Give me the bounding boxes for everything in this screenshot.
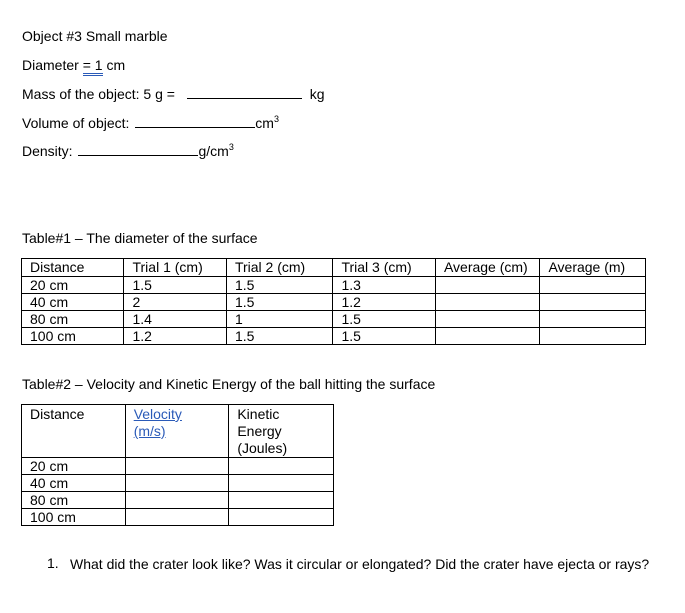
table-cell: 1.4	[124, 311, 226, 328]
volume-blank[interactable]	[135, 115, 255, 128]
table-header-row	[22, 405, 334, 458]
kinetic-line-2: Energy	[237, 423, 282, 439]
velocity-table	[21, 404, 334, 526]
table-cell: 20 cm	[22, 277, 124, 294]
diameter-label: Diameter	[22, 57, 79, 73]
table-cell[interactable]	[540, 294, 646, 311]
header-cell: Distance	[22, 259, 124, 277]
table-cell: 80 cm	[22, 492, 126, 509]
table-cell: 1.5	[333, 328, 435, 345]
mass-line	[22, 86, 325, 102]
table-row	[22, 458, 334, 475]
table-row	[22, 492, 334, 509]
kinetic-line-1: Kinetic	[237, 406, 280, 422]
table-cell[interactable]	[435, 311, 540, 328]
table-row	[22, 277, 646, 294]
volume-unit-sup: 3	[273, 114, 279, 124]
table-row	[22, 509, 334, 526]
diameter-table	[21, 258, 646, 345]
table-row	[22, 475, 334, 492]
header-cell: Average (m)	[540, 259, 646, 277]
table-cell: 1.5	[124, 277, 226, 294]
table1-caption: Table#1 – The diameter of the surface	[22, 230, 258, 246]
header-cell: Trial 3 (cm)	[333, 259, 435, 277]
table-cell[interactable]	[435, 277, 540, 294]
table-cell: 2	[124, 294, 226, 311]
mass-label: Mass of the object: 5 g =	[22, 86, 175, 102]
volume-line	[22, 115, 279, 131]
table-cell: 20 cm	[22, 458, 126, 475]
table2-caption: Table#2 – Velocity and Kinetic Energy of the ball hitting the surface	[22, 376, 436, 392]
density-blank[interactable]	[78, 143, 198, 156]
mass-blank[interactable]	[187, 86, 302, 99]
header-cell: Trial 2 (cm)	[226, 259, 333, 277]
velocity-line-1: Velocity	[133, 406, 182, 422]
header-cell: Average (cm)	[435, 259, 540, 277]
table-cell[interactable]	[229, 458, 334, 475]
table-cell: 100 cm	[22, 509, 126, 526]
diameter-line	[22, 57, 125, 73]
table-cell[interactable]	[125, 509, 229, 526]
table-cell: 1.5	[226, 294, 333, 311]
volume-unit: cm	[255, 115, 274, 131]
header-cell: Trial 1 (cm)	[124, 259, 226, 277]
density-unit-sup: 3	[228, 142, 234, 152]
density-unit: g/cm	[198, 143, 229, 159]
question-number: 1.	[47, 555, 59, 571]
diameter-unit: cm	[106, 57, 126, 73]
table-cell: 40 cm	[22, 294, 124, 311]
table-cell[interactable]	[125, 492, 229, 509]
table-cell: 1.5	[226, 277, 333, 294]
table-cell[interactable]	[125, 475, 229, 492]
table-cell[interactable]	[435, 328, 540, 345]
table-cell[interactable]	[540, 328, 646, 345]
table-cell[interactable]	[229, 492, 334, 509]
table-cell[interactable]	[125, 458, 229, 475]
table-cell: 100 cm	[22, 328, 124, 345]
table-row	[22, 311, 646, 328]
kinetic-line-3: (Joules)	[237, 440, 288, 456]
table-header-row	[22, 259, 646, 277]
table-cell[interactable]	[229, 475, 334, 492]
object-title: Object #3 Small marble	[22, 28, 168, 44]
table-cell[interactable]	[540, 277, 646, 294]
table-cell: 1.5	[226, 328, 333, 345]
header-cell-kinetic	[229, 405, 334, 458]
velocity-line-2: (m/s)	[133, 423, 166, 439]
table-cell: 1.5	[333, 311, 435, 328]
table-cell: 40 cm	[22, 475, 126, 492]
table-cell: 1	[226, 311, 333, 328]
table-row	[22, 328, 646, 345]
mass-unit: kg	[309, 86, 325, 102]
table-row	[22, 294, 646, 311]
diameter-value: = 1	[83, 57, 103, 76]
density-label: Density:	[22, 143, 73, 159]
volume-label: Volume of object:	[22, 115, 130, 131]
table-cell[interactable]	[540, 311, 646, 328]
header-cell-velocity	[125, 405, 229, 458]
table-cell: 1.3	[333, 277, 435, 294]
density-line	[22, 143, 234, 159]
table-cell: 1.2	[333, 294, 435, 311]
question-text: What did the crater look like? Was it circular or elongated? Did the crater have ejecta or rays?	[70, 556, 650, 572]
header-cell: Distance	[22, 405, 126, 458]
table-cell: 1.2	[124, 328, 226, 345]
table-cell: 80 cm	[22, 311, 124, 328]
table-cell[interactable]	[435, 294, 540, 311]
table-cell[interactable]	[229, 509, 334, 526]
